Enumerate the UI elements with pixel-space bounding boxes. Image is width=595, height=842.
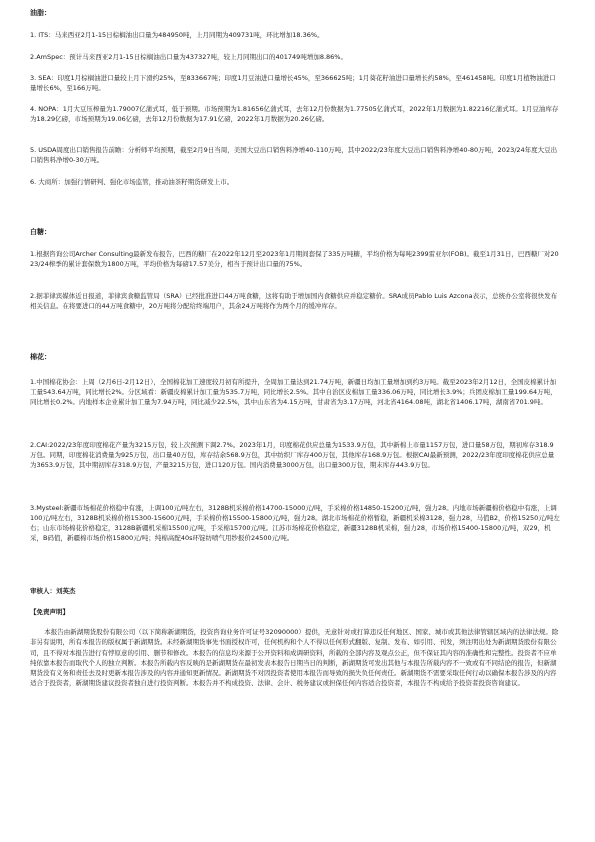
reviewer-label: 审核人：刘英杰 [30, 587, 76, 595]
oil-item-3: 3. SEA：印度1月棕榈油进口量较上月下滑约25%，至833667吨；印度1月豆油进口量增长45%，至366625吨；1月葵花籽油进口量增长约58%，至461458吨。印度1月植物油进口量增长6%，至166万吨。 [30, 74, 556, 92]
sugar-item-2: 2.据菲律宾媒体近日报道，菲律宾食糖监管局（SRA）已经批准进口44万吨食糖，这将有助于增加国内食糖供应并稳定糖价。SRA成员Pablo Luis Azcona表示，总统办公室将很快发布相关信息。在将要进口的44万吨食糖中，20万吨将分配给终端用户，其余24万吨将作为两个月的缓冲库存。 [30, 292, 558, 310]
oil-item-4: 4. NOPA：1月大豆压榨量为1.79007亿蒲式耳，低于预期。市场预期为1.81656亿蒲式耳，去年12月份数据为1.77505亿蒲式耳，2022年1月数据为1.82216亿蒲式耳。1月豆油库存为18.29亿磅，市场预期为19.06亿磅，去年12月份数据为17.91亿磅，2022年1月数据为20.26亿磅。 [30, 105, 559, 123]
cotton-item-2: 2.CAI:2022/23年度印度棉花产量为3215万包，较上次预测下调2.7%。2023年1月，印度棉花供应总量为1533.9万包，其中新棉上市量1157万包，进口量58万包，期初库存318.9万包。同期，印度棉花消费量为925万包，出口量40万包，库存结余568.9万包，其中纺织厂库存400万包，其他库存168.9万包。根据CAI最新预测，2022/23年度印度棉花供应总量为3653.9万包，其中期初库存318.9万包，产量3215万包，进口120万包。国内消费量3000万包，出口量300万包，期末库存443.9万包。 [30, 441, 555, 469]
oil-item-1: 1. ITS：马来西亚2月1-15日棕榈油出口量为484950吨，上月同期为409731吨，环比增加18.36%。 [30, 31, 324, 39]
oil-item-5: 5. USDA周度出口销售报告前瞻：分析师平均预期，截至2月9日当周，美国大豆出口销售料净增40-110万吨，其中2022/23年度大豆出口销售料净增40-80万吨，2023/24年度大豆出口销售料净增0-30万吨。 [30, 146, 558, 164]
disclaimer-body: 本报告由新湖期货股份有限公司（以下简称新湖期货，投资咨询业务许可证号32090000）提供，无意针对或打算违反任何地区、国家、城市或其他法律管辖区域内的法律法规。除非另有说明，所有本报告的版权属于新湖期货。未经新湖期货事先书面授权许可，任何机构和个人不得以任何形式翻版、复制、发布、如引用、刊发，须注明出处为新湖期货股份有限公司，且不得对本报告进行有悖原意的引用、删节和修改。本报告的信息均来源于公开资料和成调研资料，所载的全部内容及观点公正，但不保证其内容的准确性和完整性。投资者不应单纯依靠本报告而取代个人的独立判断。本报告所载内容反映的是新湖期货在最初发表本报告日期当日的判断，新湖期货可发出其他与本报告所载内容不一致或有不同结论的报告，但新湖期货没有义务和责任去及时更新本报告涉及的内容并通知更新情况。新湖期货不对因投资者使用本报告而导致的损失负任何责任。新湖期货不需要采取任何行动以确保本报告涉及的内容适合于投资者，新湖期货建议投资者独自进行投资判断。本报告并不构成投资、法律、会计、税务建议或担保任何内容适合投资者，本报告不构成给予投资者投资咨询建议。 [30, 628, 559, 688]
disclaimer-title: 【免责声明】 [30, 608, 69, 616]
cotton-item-1: 1.中国棉花协会：上周（2月6日-2月12日），全国棉花加工速度较月初有所提升，全周加工量达到21.74万吨，新疆日均加工量增加到约3万吨。截至2023年2月12日，全国皮棉累计加工量543.64万吨，同比增长2%。分区域看：新疆皮棉累计加工量为535.7万吨，同比增长2.5%。其中自治区皮棉加工量336.06万吨，同比增长3.9%；兵团皮棉加工量199.64万吨，同比增长0.2%。内地样本企业累计加工量为7.94万吨，同比减少22.5%，其中山东省为4.15万吨，甘肃省为3.17万吨，河北省4164.08吨，湖北省1406.17吨，湖南省701.9吨。 [30, 378, 557, 406]
oil-item-2: 2.AmSpec：预计马来西亚2月1-15日棕榈油出口量为437327吨，较上月同期出口的401749吨增加8.86%。 [30, 53, 347, 61]
section-title-oil: 油脂： [30, 9, 51, 17]
cotton-item-3: 3.Mysteel:新疆市场棉花价格稳中有涨，上调100元/吨左右，3128B机采棉价格14700-15000元/吨，手采棉价格14850-15200元/吨，强力28。内地市场新疆棉价格稳中有涨，上调100元/吨左右，3128B机采棉价格15300-15600元/吨，手采棉价格15500-15800元/吨，强力28。湖北市场棉花价格暂稳，新疆机采棉3128，强力28，马值B2，价格15250元/吨左右；山东市场棉花价格稳定，3128B新疆机采棉15500元/吨，手采棉15700元/吨。江苏市场棉花价格稳定，新疆3128B机采棉，强力28，市场价格15400-15800元/吨，双29，机采，B码值，新疆棉市场价格15800元/吨；纯棉高配40s环锭纺喷气用纱报价24500元/吨。 [30, 504, 560, 542]
section-title-sugar: 白糖： [30, 228, 51, 236]
section-title-cotton: 棉花： [30, 353, 51, 361]
sugar-item-1: 1.根据咨询公司Archer Consulting最新发布报告，巴西的糖厂在2022年12月至2023年1月期间套保了335万吨糖，平均价格为每吨2399雷亚尔(FOB)。截至1月31日，巴西糖厂对2023/24榨季的累计套保数为1800万吨，平均价格为每磅17.57美分，相当于预计出口量的75%。 [30, 250, 559, 268]
oil-item-6: 6. 大商所：加强行情研判、强化市场监管，推动油茶籽期货研发上市。 [30, 178, 234, 186]
